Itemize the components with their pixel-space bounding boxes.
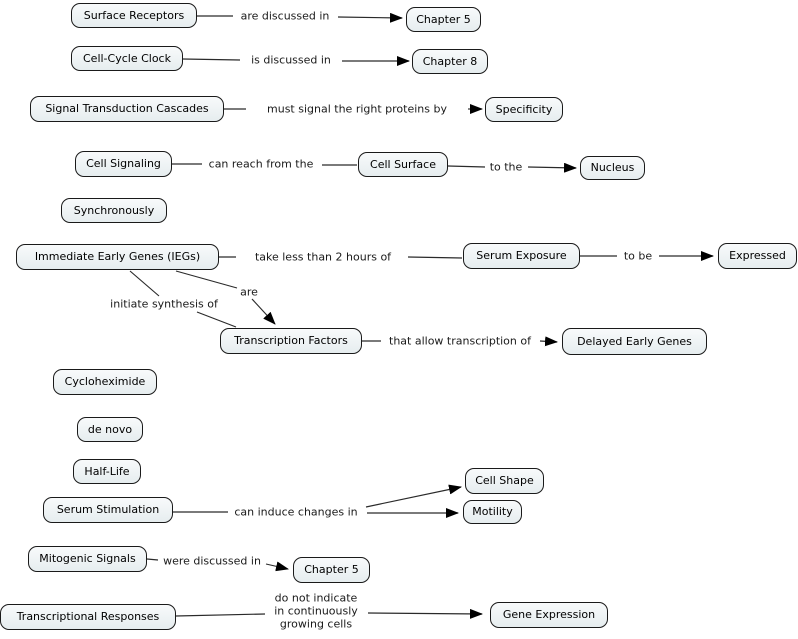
node-transcriptional-responses[interactable]: Transcriptional Responses bbox=[0, 604, 176, 630]
node-gene-expression[interactable]: Gene Expression bbox=[490, 602, 608, 628]
node-chapter-8[interactable]: Chapter 8 bbox=[412, 49, 488, 74]
connector-line bbox=[408, 257, 462, 258]
link-phrase-line: in continuously bbox=[274, 604, 358, 618]
link-phrase-line: can reach from the bbox=[208, 157, 314, 171]
node-cell-signaling[interactable]: Cell Signaling bbox=[75, 151, 172, 177]
link-phrase-can-reach-from-the[interactable] bbox=[209, 158, 314, 171]
node-transcription-factors[interactable]: Transcription Factors bbox=[220, 328, 362, 354]
connector-arrow bbox=[368, 613, 482, 614]
link-phrase-must-signal-the-right-proteins-by[interactable] bbox=[267, 103, 447, 116]
node-synchronously[interactable]: Synchronously bbox=[61, 198, 167, 223]
node-immediate-early-genes[interactable]: Immediate Early Genes (IEGs) bbox=[16, 244, 219, 270]
node-delayed-early-genes[interactable]: Delayed Early Genes bbox=[562, 328, 707, 355]
node-surface-receptors[interactable]: Surface Receptors bbox=[71, 3, 197, 28]
link-phrase-line: can induce changes in bbox=[234, 505, 358, 519]
connector-line bbox=[448, 166, 485, 167]
link-phrase-are[interactable] bbox=[240, 286, 258, 299]
connector-line bbox=[130, 271, 159, 296]
link-phrase-line: do not indicate bbox=[274, 591, 358, 605]
node-expressed[interactable]: Expressed bbox=[718, 243, 797, 269]
link-phrase-is-discussed-in[interactable] bbox=[251, 54, 331, 67]
link-phrase-line: must signal the right proteins by bbox=[267, 102, 447, 116]
link-phrase-initiate-synthesis-of[interactable] bbox=[110, 298, 218, 311]
link-phrase-line: that allow transcription of bbox=[389, 334, 531, 348]
node-nucleus[interactable]: Nucleus bbox=[580, 156, 645, 180]
node-half-life[interactable]: Half-Life bbox=[73, 459, 141, 484]
node-serum-exposure[interactable]: Serum Exposure bbox=[463, 243, 580, 269]
link-phrase-line: were discussed in bbox=[163, 554, 261, 568]
node-cell-surface[interactable]: Cell Surface bbox=[358, 152, 448, 177]
link-phrase-line: are discussed in bbox=[240, 9, 330, 23]
link-phrase-to-the[interactable] bbox=[490, 161, 523, 174]
node-cell-cycle-clock[interactable]: Cell-Cycle Clock bbox=[71, 46, 183, 71]
node-chapter-5-top[interactable]: Chapter 5 bbox=[406, 7, 481, 32]
node-specificity[interactable]: Specificity bbox=[485, 97, 563, 122]
link-phrase-were-discussed-in[interactable] bbox=[163, 555, 261, 568]
node-signal-transduction-cascades[interactable]: Signal Transduction Cascades bbox=[30, 96, 224, 122]
link-phrase-line: is discussed in bbox=[251, 53, 331, 67]
node-de-novo[interactable]: de novo bbox=[77, 417, 143, 442]
connector-arrow bbox=[540, 341, 557, 342]
connector-arrow bbox=[366, 487, 461, 507]
link-phrase-line: growing cells bbox=[279, 617, 353, 631]
connector-line bbox=[197, 312, 236, 327]
node-cell-shape[interactable]: Cell Shape bbox=[465, 468, 544, 494]
connector-arrow bbox=[528, 167, 576, 168]
link-phrase-line: to the bbox=[489, 160, 523, 174]
link-phrase-that-allow-transcription-of[interactable] bbox=[389, 335, 531, 348]
link-phrase-line: initiate synthesis of bbox=[110, 297, 218, 311]
link-phrase-do-not-indicate-in-continuously-growing-cells[interactable] bbox=[274, 592, 358, 631]
connector-arrow bbox=[266, 564, 288, 569]
connector-arrow bbox=[252, 299, 275, 324]
connector-line bbox=[147, 559, 158, 560]
node-mitogenic-signals[interactable]: Mitogenic Signals bbox=[28, 546, 147, 572]
connector-line bbox=[176, 271, 237, 288]
link-phrase-line: are bbox=[240, 285, 258, 299]
link-phrase-line: to be bbox=[623, 249, 653, 263]
node-chapter-5-bottom[interactable]: Chapter 5 bbox=[293, 557, 370, 583]
node-motility[interactable]: Motility bbox=[463, 500, 522, 524]
link-phrase-can-induce-changes-in[interactable] bbox=[234, 506, 357, 519]
connector-line bbox=[176, 614, 265, 616]
link-phrase-line: take less than 2 hours of bbox=[254, 250, 392, 264]
link-phrase-take-less-than-2-hours-of[interactable] bbox=[255, 251, 391, 264]
node-cycloheximide[interactable]: Cycloheximide bbox=[53, 369, 157, 395]
link-phrase-to-be[interactable] bbox=[624, 250, 652, 263]
connector-arrow bbox=[338, 17, 402, 18]
connector-line bbox=[183, 59, 240, 60]
node-serum-stimulation[interactable]: Serum Stimulation bbox=[43, 497, 173, 523]
link-phrase-are-discussed-in[interactable] bbox=[241, 10, 330, 23]
